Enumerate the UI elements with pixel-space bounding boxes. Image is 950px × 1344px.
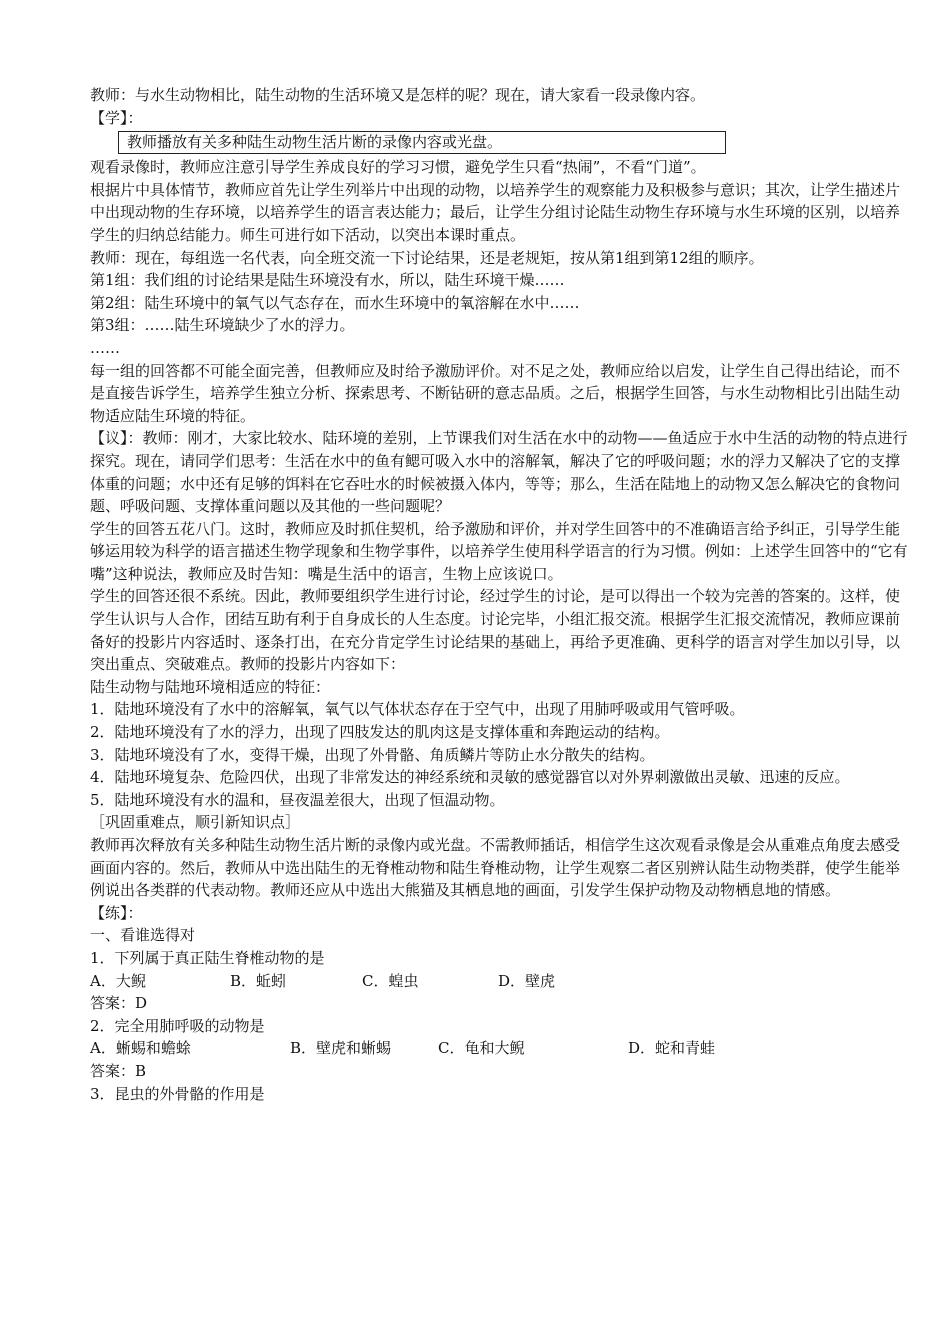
question-stem: 2．完全用肺呼吸的动物是 <box>90 1016 265 1035</box>
paragraph: 观看录像时，教师应注意引导学生养成良好的学习习惯，避免学生只看“热闹”，不看“门道”。 <box>90 158 706 177</box>
option: C．龟和大鲵 <box>438 1039 525 1058</box>
paragraph: 每一组的回答都不可能全面完善，但教师应及时给予激励评价。对不足之处，教师应给以启发，让学生自己得出结论，而不是直接告诉学生，培养学生独立分析、探索思考、不断钻研的意志品质。之后，根据学生回答，与水生动物相比引出陆生动物适应陆生环境的特征。 <box>90 361 901 425</box>
paragraph: 学生的回答五花八门。这时，教师应及时抓住契机，给予激励和评价，并对学生回答中的不准确语言给予纠正，引导学生能够运用较为科学的语言描述生物学现象和生物学事件，以培养学生使用科学语言的行为习惯。例如：上述学生回答中的“它有嘴”这种说法，教师应及时告知：嘴是生活中的语言，生物上应该说口。 <box>90 519 908 583</box>
option: D．壁虎 <box>498 971 556 990</box>
paragraph: 教师：与水生动物相比，陆生动物的生活环境又是怎样的呢？现在，请大家看一段录像内容。 <box>90 86 706 104</box>
feature-item: 5．陆地环境没有水的温和，昼夜温差很大，出现了恒温动物。 <box>90 790 505 809</box>
option: A．蜥蜴和蟾蜍 <box>90 1039 191 1058</box>
paragraph: 学生的回答还很不系统。因此，教师要组织学生进行讨论，经过学生的讨论，是可以得出一个较为完善的答案的。这样，使学生认识与人合作，团结互助有利于自身成长的人生态度。讨论完毕，小组汇报交流。根据学生汇报交流情况，教师应课前备好的投影片内容适时、逐条打出，在充分肯定学生讨论结果的基础上，再给予更准确、更科学的语言对学生加以引导，以突出重点、突破难点。教师的投影片内容如下： <box>90 587 901 674</box>
document-page <box>90 84 910 1105</box>
section-heading: ［巩固重难点，顺引新知识点］ <box>90 813 301 832</box>
paragraph: 第2组：陆生环境中的氧气以气态存在，而水生环境中的氧溶解在水中…… <box>90 293 580 312</box>
paragraph: …… <box>90 338 120 357</box>
question-stem: 1．下列属于真正陆生脊椎动物的是 <box>90 948 325 967</box>
option: A．大鲵 <box>90 971 146 990</box>
paragraph: 教师再次释放有关多种陆生动物生活片断的录像内或光盘。不需教师插话，相信学生这次观看录像是会从重难点角度去感受画面内容的。然后，教师从中选出陆生的无脊椎动物和陆生脊椎动物，让学生观察二者区别辨认陆生动物类群，使学生能举例说出各类群的代表动物。教师还应从中选出大熊猫及其栖息地的画面，引发学生保护动物及动物栖息地的情感。 <box>90 836 901 900</box>
section-label-learn: 【学】： <box>90 108 143 127</box>
question-options <box>90 970 910 993</box>
question-options <box>90 1037 910 1060</box>
feature-item: 4．陆地环境复杂、危险四伏，出现了非常发达的神经系统和灵敏的感觉器官以对外界刺激做出灵敏、迅速的反应。 <box>90 768 850 787</box>
feature-item: 1．陆地环境没有了水中的溶解氧，氧气以气体状态存在于空气中，出现了用肺呼吸或用气管呼吸。 <box>90 700 745 719</box>
section-discuss: 【议】：教师：刚才，大家比较水、陆环境的差别，上节课我们对生活在水中的动物——鱼适应于水中生活的动物的特点进行探究。现在，请同学们思考：生活在水中的鱼有鳃可吸入水中的溶解氧，解决了它的呼吸问题；水的浮力又解决了它的支撑体重的问题；水中还有足够的饵料在它吞吐水的时候被摄入体内，等等；那么，生活在陆地上的动物又怎么解决它的食物问题、呼吸问题、支撑体重问题以及其他的一些问题呢？ <box>90 429 908 516</box>
option: B．壁虎和蜥蜴 <box>290 1039 392 1058</box>
question-stem: 3．昆虫的外骨骼的作用是 <box>90 1084 265 1103</box>
feature-item: 2．陆地环境没有了水的浮力，出现了四肢发达的肌肉这是支撑体重和奔跑运动的结构。 <box>90 723 670 742</box>
paragraph: 第1组：我们组的讨论结果是陆生环境没有水，所以，陆生环境干燥…… <box>90 271 565 290</box>
paragraph: 根据片中具体情节，教师应首先让学生列举片中出现的动物，以培养学生的观察能力及积极参与意识；其次，让学生描述片中出现动物的生存环境，以培养学生的语言表达能力；最后，让学生分组讨论陆生动物生存环境与水生环境的区别，以培养学生的归纳总结能力。师生可进行如下活动，以突出本课时重点。 <box>90 180 901 244</box>
paragraph: 第3组：……陆生环境缺少了水的浮力。 <box>90 316 355 335</box>
option: D．蛇和青蛙 <box>628 1039 716 1058</box>
feature-item: 3．陆地环境没有了水，变得干燥，出现了外骨骼、角质鳞片等防止水分散失的结构。 <box>90 745 655 764</box>
answer: 答案：D <box>90 994 148 1013</box>
option: C．蝗虫 <box>362 971 419 990</box>
feature-list-title: 陆生动物与陆地环境相适应的特征： <box>90 677 331 696</box>
option: B．蚯蚓 <box>230 971 287 990</box>
exercise-heading: 一、看谁选得对 <box>90 926 196 945</box>
answer: 答案：B <box>90 1061 147 1080</box>
boxed-note: 教师播放有关多种陆生动物生活片断的录像内容或光盘。 <box>118 131 726 154</box>
section-label-practice: 【练】： <box>90 903 143 922</box>
paragraph: 教师：现在，每组选一名代表，向全班交流一下讨论结果，还是老规矩，按从第1组到第12组的顺序。 <box>90 248 764 267</box>
